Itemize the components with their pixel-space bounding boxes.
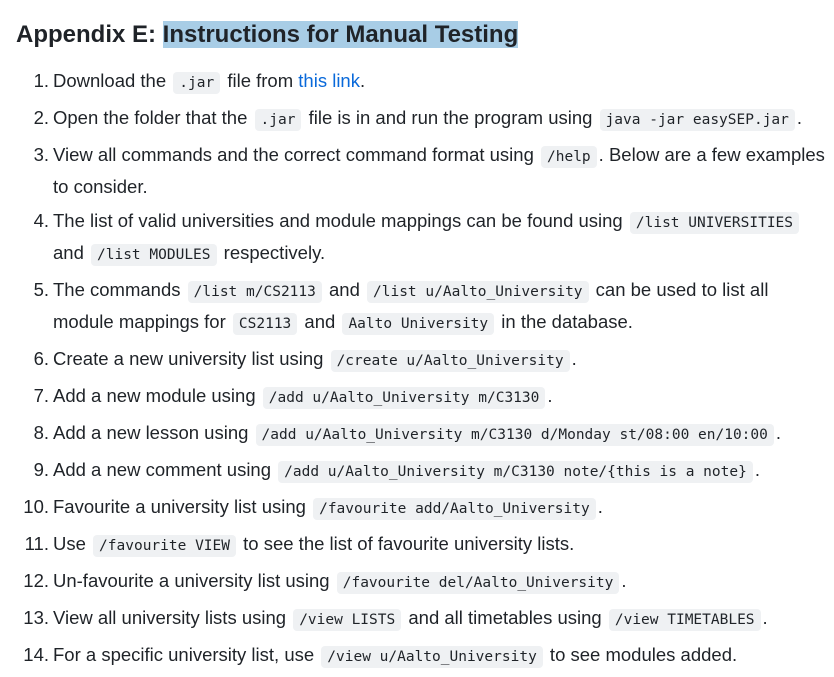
step-text: Add a new comment using	[53, 459, 277, 480]
list-item	[0, 418, 834, 450]
step-text: respectively.	[218, 242, 326, 263]
step-text: Add a new lesson using	[53, 422, 254, 443]
inline-code: /list UNIVERSITIES	[630, 212, 799, 234]
step-text: and	[53, 242, 90, 263]
list-item	[0, 103, 834, 135]
list-number: 11.	[24, 533, 49, 554]
inline-code: /view TIMETABLES	[609, 609, 761, 631]
inline-code: /create u/Aalto_University	[331, 350, 570, 372]
list-item	[0, 140, 834, 201]
step-text: Un-favourite a university list using	[53, 570, 335, 591]
list-item	[0, 275, 834, 339]
step-text: and all timetables using	[403, 607, 607, 628]
inline-code: /view LISTS	[293, 609, 401, 631]
inline-code: /add u/Aalto_University m/C3130 d/Monday st/08:00 en/10:00	[256, 424, 774, 446]
step-text: .	[762, 607, 768, 628]
step-text: View all university lists using	[53, 607, 292, 628]
step-text: to see the list of favourite university lists.	[238, 533, 575, 554]
list-number: 8.	[33, 422, 49, 443]
step-text: View all commands and the correct command format using	[53, 144, 540, 165]
step-text: and	[299, 311, 341, 332]
list-number: 3.	[33, 144, 49, 165]
appendix-heading	[16, 19, 834, 51]
list-number: 6.	[33, 348, 49, 369]
inline-code: /favourite del/Aalto_University	[337, 572, 620, 594]
list-item	[0, 344, 834, 376]
list-number: 12.	[23, 570, 49, 591]
inline-code: /list MODULES	[91, 244, 217, 266]
inline-code: /list u/Aalto_University	[367, 281, 589, 303]
list-item	[0, 603, 834, 635]
step-text: .	[571, 348, 577, 369]
list-number: 2.	[33, 107, 49, 128]
inline-code: java -jar easySEP.jar	[600, 109, 795, 131]
step-text: .	[359, 70, 366, 91]
inline-code: /favourite add/Aalto_University	[313, 498, 596, 520]
list-number: 13.	[23, 607, 49, 628]
step-text: Use	[53, 533, 92, 554]
step-text: .	[597, 496, 603, 517]
list-item	[0, 492, 834, 524]
step-text: Add a new module using	[53, 385, 261, 406]
step-text: Create a new university list using	[53, 348, 329, 369]
step-text: .	[796, 107, 803, 128]
list-item	[0, 566, 834, 598]
step-text: Open the folder that the	[53, 107, 253, 128]
step-text: in the database.	[496, 311, 633, 332]
inline-code: Aalto University	[342, 313, 494, 335]
instruction-list	[0, 66, 834, 677]
step-text: .	[621, 570, 627, 591]
inline-code: /add u/Aalto_University m/C3130 note/{this is a note}	[278, 461, 753, 483]
list-item	[0, 455, 834, 487]
inline-code: /view u/Aalto_University	[321, 646, 543, 668]
inline-code: .jar	[173, 72, 220, 94]
inline-code: CS2113	[233, 313, 297, 335]
inline-code: /favourite VIEW	[93, 535, 236, 557]
step-text: .	[754, 459, 760, 480]
step-text: file is in and run the program using	[303, 107, 598, 128]
step-text: For a specific university list, use	[53, 644, 320, 665]
step-text: and	[323, 279, 366, 300]
inline-code: /list m/CS2113	[188, 281, 322, 303]
heading-highlighted-text[interactable]: Instructions for Manual Testing	[162, 21, 519, 48]
inline-code: /help	[541, 146, 597, 168]
list-item	[0, 381, 834, 413]
step-text: Favourite a university list using	[53, 496, 312, 517]
list-number: 14.	[23, 644, 49, 665]
list-number: 1.	[33, 70, 49, 91]
list-number: 7.	[33, 385, 49, 406]
list-item	[0, 66, 834, 98]
list-number: 10.	[23, 496, 49, 517]
step-text: to see modules added.	[544, 644, 738, 665]
step-text: Download the	[53, 70, 172, 91]
list-item	[0, 640, 834, 672]
step-text: . Below are a few examples to consider.	[53, 144, 825, 197]
download-link[interactable]: this link	[298, 70, 360, 91]
inline-code: .jar	[255, 109, 302, 131]
heading-prefix: Appendix E:	[16, 21, 163, 48]
step-text: The list of valid universities and module mappings can be found using	[53, 210, 628, 231]
step-text: .	[775, 422, 782, 443]
step-text: .	[547, 385, 553, 406]
list-number: 9.	[33, 459, 49, 480]
list-item	[0, 206, 834, 270]
step-text: file from	[222, 70, 299, 91]
list-item	[0, 529, 834, 561]
list-number: 4.	[33, 210, 49, 231]
step-text: The commands	[53, 279, 186, 300]
list-number: 5.	[33, 279, 49, 300]
step-text: can be used to list all module mappings for	[53, 279, 769, 332]
inline-code: /add u/Aalto_University m/C3130	[263, 387, 546, 409]
